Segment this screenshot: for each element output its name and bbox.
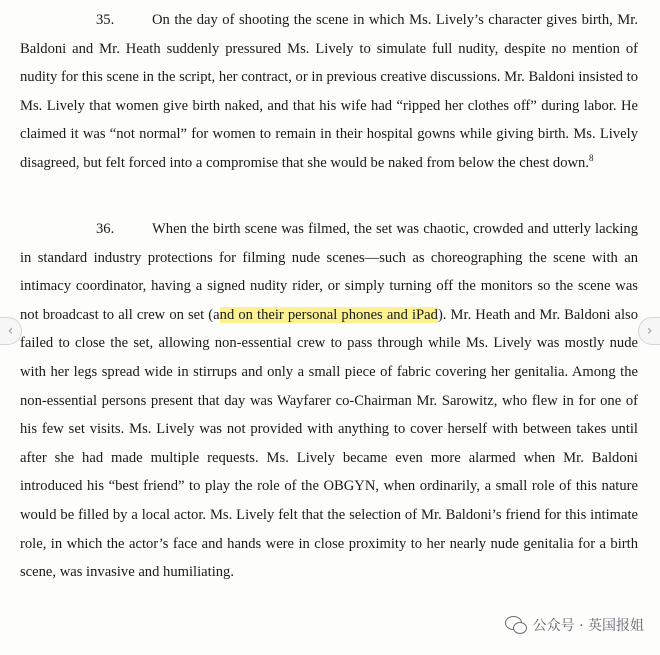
- footnote-marker: 8: [589, 153, 594, 164]
- paragraph-36: [20, 215, 638, 587]
- watermark: [505, 615, 644, 635]
- highlighted-text: nd on their personal phones and iPad: [219, 306, 438, 323]
- paragraph-35: [20, 6, 638, 178]
- previous-image-button[interactable]: [0, 317, 22, 345]
- wechat-icon: [505, 616, 527, 634]
- paragraph-number: 36.: [96, 221, 115, 237]
- chevron-right-icon: ›: [646, 323, 653, 339]
- next-image-button[interactable]: [638, 317, 660, 345]
- chevron-left-icon: ‹: [7, 323, 14, 339]
- paragraph-text: On the day of shooting the scene in which Ms. Lively’s character gives birth, Mr. Baldoni and Mr. Heath suddenly pressured Ms. Lively to simulate full nudity, despite no mention of nudity for this scene in the script, her contract, or in previous creative discussions. Mr. Baldoni insisted to Ms. Lively that women give birth naked, and that his wife had “ripped her clothes off” during labor. He claimed it was “not normal” for women to remain in their hospital gowns while giving birth. Ms. Lively disagreed, but felt forced into a compromise that she would be naked from below the chest down.: [20, 12, 638, 171]
- paragraph-text: When the birth scene was filmed, the set was chaotic, crowded and utterly lacking in standard industry protections for filming nude scenes—such as choreographing the scene with an intimacy coordinator, having a signed nudity rider, or simply turning off the monitors so the scene was not broadcast to all crew on set (a: [20, 221, 638, 323]
- paragraph-number: 35.: [96, 12, 115, 28]
- paragraph-text-continued: ). Mr. Heath and Mr. Baldoni also failed to close the set, allowing non-essential crew to pass through while Ms. Lively was mostly nude with her legs spread wide in stirrups and only a small piece of fabric covering her genitalia. Among the non-essential persons present that day was Wayfarer co-Chairman Mr. Sarowitz, who flew in for one of his few set visits. Ms. Lively was not provided with anything to cover herself with between takes until after she had made multiple requests. Ms. Lively became even more alarmed when Mr. Baldoni introduced his “best friend” to play the role of the OBGYN, when ordinarily, a small role of this nature would be filled by a local actor. Ms. Lively felt that the selection of Mr. Baldoni’s friend for this intimate role, in which the actor’s face and hands were in close proximity to her nearly nude genitalia for a birth scene, was invasive and humiliating.: [20, 306, 638, 581]
- watermark-text: 公众号 · 英国报姐: [532, 618, 644, 634]
